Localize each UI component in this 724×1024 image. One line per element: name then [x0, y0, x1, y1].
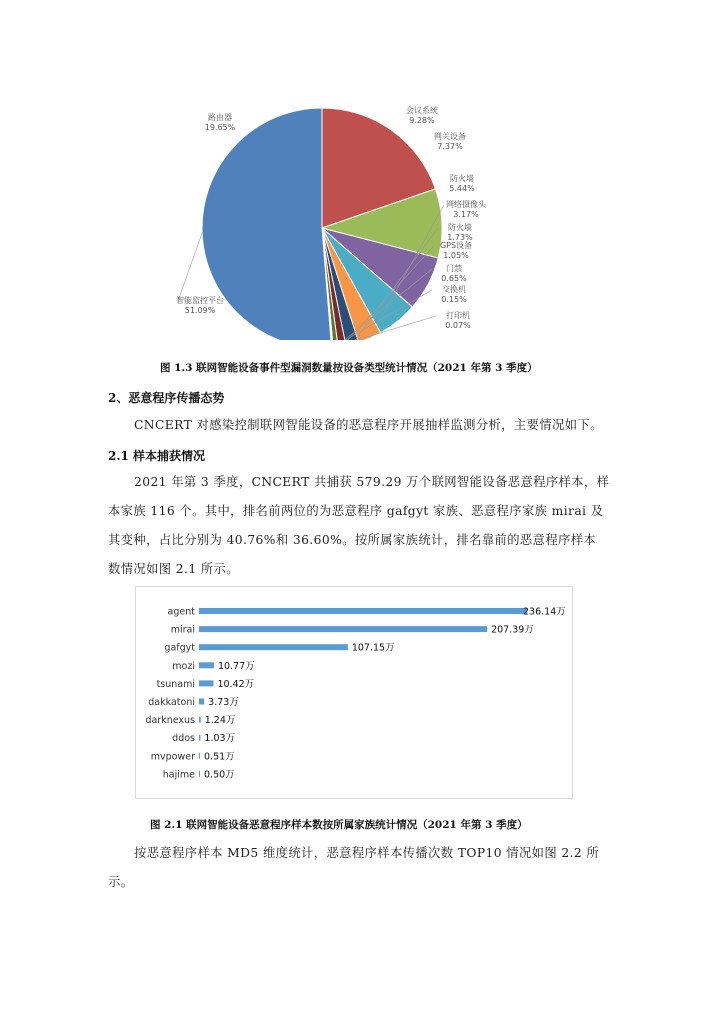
pie-slice-value-label: 51.09% [184, 306, 216, 315]
bar [199, 771, 200, 777]
bar [199, 680, 213, 686]
bar-category-label: dakkatoni [148, 697, 195, 708]
bar-value-label: 207.39万 [491, 624, 534, 636]
pie-slice-value-label: 0.15% [441, 295, 467, 304]
bar-category-label: tsunami [156, 678, 195, 690]
paragraph-line: 其变种，占比分别为 40.76%和 36.60%。按所属家族统计，排名靠前的恶意程序样本 [108, 533, 597, 547]
bar-category-label: hajime [162, 769, 195, 781]
bar-category-label: darknexus [145, 715, 195, 727]
bar [199, 717, 201, 723]
pie-slice-value-label: 9.28% [409, 116, 435, 125]
pie-slice-value-label: 1.05% [443, 251, 469, 260]
bar-value-label: 0.50万 [204, 769, 235, 781]
pie-slice-label: 交换机 [442, 285, 466, 294]
bar [199, 753, 200, 759]
paragraph-line: 数情况如图 2.1 所示。 [108, 562, 239, 576]
section-2-paragraph: CNCERT 对感染控制联网智能设备的恶意程序开展抽样监测分析，主要情况如下。 [134, 418, 603, 432]
pie-slice-value-label: 0.65% [441, 274, 467, 283]
bar-category-label: mirai [170, 624, 195, 636]
pie-slice-value-label: 7.37% [437, 142, 463, 151]
bar-value-label: 10.42万 [217, 678, 255, 690]
bar [199, 644, 348, 650]
pie-chart [150, 95, 530, 340]
bar-value-label: 236.14万 [523, 606, 566, 618]
figure-1-3-caption: 图 1.3 联网智能设备事件型漏洞数量按设备类型统计情况（2021 年第 3 季度） [160, 362, 538, 374]
bar-category-label: mozi [172, 660, 195, 672]
pie-slice-label: 防火墙 [450, 174, 474, 183]
bar-chart [136, 587, 572, 798]
pie-slice-label: 路由器 [208, 113, 232, 122]
pie-slice-label: 打印机 [446, 311, 470, 320]
section-2-heading: 2、恶意程序传播态势 [108, 391, 225, 405]
bar-category-label: mvpower [150, 751, 195, 763]
pie-slice-label: 智能监控平台 [176, 296, 224, 305]
bar-value-label: 1.03万 [204, 733, 236, 745]
pie-slice-label: 网络摄像头 [446, 200, 486, 209]
bar [199, 735, 200, 741]
pie-slice-label: 网关设备 [434, 132, 466, 141]
bar [199, 662, 214, 668]
section-2-1-heading: 2.1 样本捕获情况 [108, 449, 206, 463]
pie-slice-label: 门禁 [446, 264, 462, 273]
paragraph-line: 按恶意程序样本 MD5 维度统计，恶意程序样本传播次数 TOP10 情况如图 2.2 所 [134, 846, 600, 860]
bar-category-label: gafgyt [164, 642, 195, 654]
pie-slice-value-label: 0.07% [445, 321, 471, 330]
bar-value-label: 1.24万 [204, 715, 236, 727]
bar [199, 626, 487, 632]
bar-category-label: ddos [172, 733, 195, 745]
paragraph-line: 示。 [108, 875, 134, 889]
paragraph-line: 本家族 116 个。其中，排名前两位的为恶意程序 gafgyt 家族、恶意程序家族 mirai 及 [108, 504, 604, 518]
pie-slice-label: GPS设备 [439, 241, 473, 250]
bar-category-label: agent [167, 606, 195, 618]
bar-value-label: 10.77万 [217, 660, 255, 672]
bar [199, 699, 204, 705]
bar-value-label: 0.51万 [204, 751, 235, 763]
pie-slice [202, 108, 332, 340]
bar [199, 608, 527, 614]
paragraph-line: 2021 年第 3 季度，CNCERT 共捕获 579.29 万个联网智能设备恶意程序样本，样 [134, 475, 610, 489]
pie-slice-label: 防火墙 [448, 223, 472, 232]
pie-slice-value-label: 1.73% [447, 233, 473, 242]
bar-value-label: 107.15万 [351, 642, 395, 654]
figure-2-1-caption: 图 2.1 联网智能设备恶意程序样本数按所属家族统计情况（2021 年第 3 季度） [150, 819, 528, 831]
pie-slice-value-label: 19.65% [204, 123, 236, 132]
pie-slice-value-label: 5.44% [449, 184, 475, 193]
pie-slice-label: 会议系统 [406, 106, 438, 115]
bar-chart-frame [135, 586, 573, 799]
bar-value-label: 3.73万 [208, 697, 239, 708]
pie-leader-line [178, 233, 202, 301]
pie-slice-value-label: 3.17% [453, 210, 479, 219]
